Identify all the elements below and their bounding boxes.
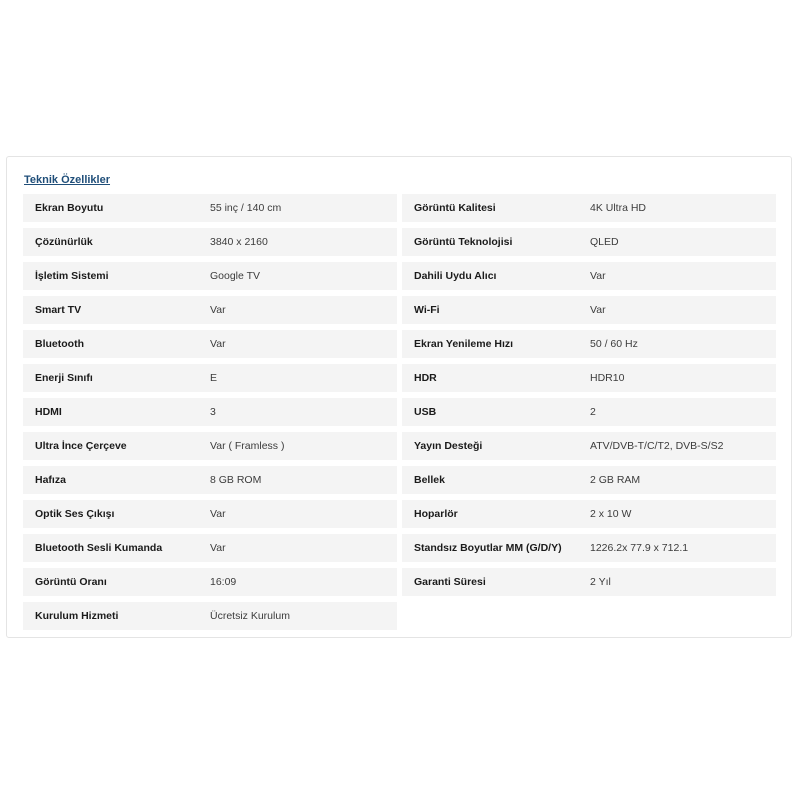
spec-row (23, 330, 397, 358)
spec-value: ATV/DVB-T/C/T2, DVB-S/S2 (590, 440, 724, 452)
spec-row (402, 534, 776, 562)
spec-row (402, 262, 776, 290)
specs-title-link[interactable]: Teknik Özellikler (24, 174, 111, 186)
spec-row (23, 194, 397, 222)
spec-row (402, 568, 776, 596)
spec-label: Optik Ses Çıkışı (35, 508, 115, 520)
spec-value: Var (210, 542, 226, 554)
spec-row (23, 228, 397, 256)
spec-label: HDMI (35, 406, 62, 418)
spec-value: 3840 x 2160 (210, 236, 268, 248)
spec-value: 3 (210, 406, 216, 418)
spec-label: Ekran Yenileme Hızı (414, 338, 514, 350)
spec-row (402, 194, 776, 222)
spec-row (402, 330, 776, 358)
spec-row (402, 432, 776, 460)
spec-label: HDR (414, 372, 437, 384)
spec-value: 2 (590, 406, 596, 418)
spec-label: İşletim Sistemi (35, 270, 109, 282)
spec-label: Yayın Desteği (414, 440, 483, 452)
spec-label: Dahili Uydu Alıcı (414, 270, 497, 282)
spec-label: Görüntü Teknolojisi (414, 236, 513, 248)
spec-value: 2 GB RAM (590, 474, 641, 486)
spec-value: 8 GB ROM (210, 474, 262, 486)
spec-row (402, 466, 776, 494)
spec-label: Görüntü Oranı (35, 576, 107, 588)
spec-label: Bluetooth Sesli Kumanda (35, 542, 163, 554)
spec-row (402, 500, 776, 528)
spec-value: Var (210, 508, 226, 520)
spec-row (23, 534, 397, 562)
spec-row (23, 568, 397, 596)
spec-label: Garanti Süresi (414, 576, 486, 588)
spec-value: QLED (590, 236, 619, 248)
spec-value: Google TV (210, 270, 261, 282)
spec-label: USB (414, 406, 437, 418)
spec-row (23, 364, 397, 392)
spec-label: Wi-Fi (414, 304, 440, 316)
spec-value: 50 / 60 Hz (590, 338, 638, 350)
spec-value: 1226.2x 77.9 x 712.1 (590, 542, 689, 554)
spec-value: Var (210, 338, 226, 350)
spec-row (402, 228, 776, 256)
spec-row (402, 296, 776, 324)
specs-panel (6, 156, 792, 638)
spec-value: 16:09 (210, 576, 237, 588)
spec-row (23, 466, 397, 494)
spec-label: Standsız Boyutlar MM (G/D/Y) (414, 542, 562, 554)
specs-left-column (23, 194, 397, 636)
spec-value: 4K Ultra HD (590, 202, 647, 214)
spec-label: Smart TV (35, 304, 82, 316)
spec-label: Hafıza (35, 474, 66, 486)
specs-right-column (402, 194, 776, 602)
spec-label: Çözünürlük (35, 236, 93, 248)
spec-row (23, 500, 397, 528)
spec-row (402, 398, 776, 426)
spec-label: Bellek (414, 474, 445, 486)
spec-value: 55 inç / 140 cm (210, 202, 282, 214)
spec-row (23, 602, 397, 630)
spec-label: Kurulum Hizmeti (35, 610, 119, 622)
spec-row (402, 364, 776, 392)
spec-value: 2 Yıl (590, 576, 611, 588)
spec-row (23, 262, 397, 290)
spec-value: 2 x 10 W (590, 508, 632, 520)
spec-row (23, 432, 397, 460)
spec-label: Hoparlör (414, 508, 458, 520)
spec-value: Ücretsiz Kurulum (210, 610, 290, 622)
spec-label: Ekran Boyutu (35, 202, 104, 214)
spec-label: Ultra İnce Çerçeve (35, 440, 127, 452)
spec-label: Enerji Sınıfı (35, 372, 93, 384)
spec-row (23, 296, 397, 324)
spec-value: Var (590, 304, 606, 316)
spec-row (23, 398, 397, 426)
spec-label: Görüntü Kalitesi (414, 202, 496, 214)
spec-value: E (210, 372, 218, 384)
spec-value: Var (210, 304, 226, 316)
spec-label: Bluetooth (35, 338, 84, 350)
spec-value: Var (590, 270, 606, 282)
spec-value: Var ( Framless ) (210, 440, 285, 452)
spec-value: HDR10 (590, 372, 625, 384)
